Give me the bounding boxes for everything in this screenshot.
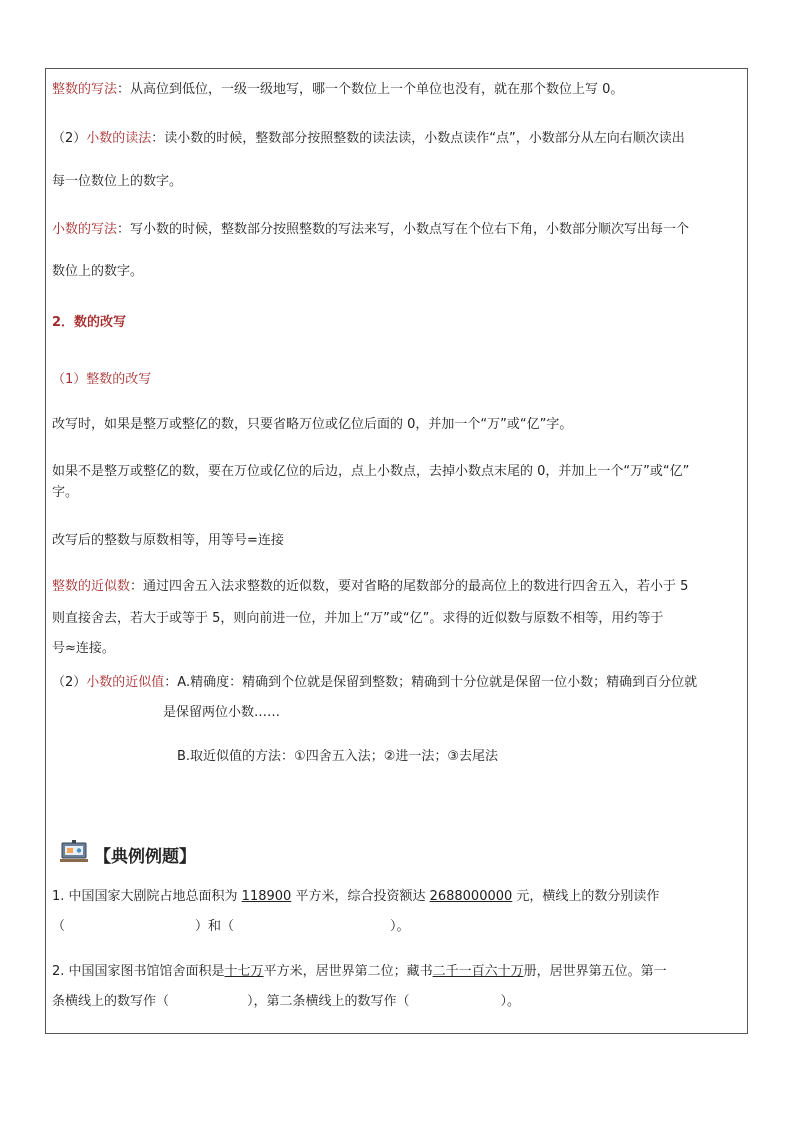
paragraph-rewrite-rule: 改写时，如果是整万或整亿的数，只要省略万位或亿位后面的 0，并加一个“万”或“亿”字。	[52, 417, 573, 432]
section-heading-rewrite: 2．数的改写	[52, 315, 127, 330]
underlined-number: 二千一百六十万	[432, 964, 524, 979]
paragraph-decimal-reading: （2）小数的读法：读小数的时候，整数部分按照整数的读法读，小数点读作“点”，小数部分从左向右顺次读出	[52, 131, 685, 146]
paragraph-rewrite-non-round: 如果不是整万或整亿的数，要在万位或亿位的后边，点上小数点，去掉小数点末尾的 0，并加上一个“万”或“亿”	[52, 464, 690, 479]
subheading-integer-rewrite: （1）整数的改写	[52, 372, 152, 387]
paragraph-integer-approx-cont2: 号≈连接。	[52, 641, 115, 656]
term-label: 整数的写法	[52, 82, 118, 97]
underlined-number: 2688000000	[429, 889, 513, 904]
paragraph-decimal-approx: （2）小数的近似值：A.精确度：精确到个位就是保留到整数；精确到十分位就是保留一位小数；精确到百分位就	[52, 675, 698, 690]
question-2-answer-line: 条横线上的数写作（ ），第二条横线上的数写作（ ）。	[52, 994, 521, 1009]
underlined-number: 十七万	[224, 964, 264, 979]
paragraph-decimal-writing-cont: 数位上的数字。	[52, 264, 144, 279]
section-title-examples: 【典例例题】	[94, 847, 196, 867]
term-label: 小数的写法	[52, 222, 118, 237]
paragraph-approx-methods: B.取近似值的方法：①四舍五入法；②进一法；③去尾法	[177, 749, 499, 764]
question-2: 2. 中国国家图书馆馆舍面积是十七万平方米，居世界第二位；藏书二千一百六十万册，居世界第五位。第一	[52, 964, 667, 979]
term-label: 小数的近似值	[86, 675, 165, 690]
paragraph-decimal-reading-cont: 每一位数位上的数字。	[52, 174, 183, 189]
paragraph-decimal-writing: 小数的写法：写小数的时候，整数部分按照整数的写法来写，小数点写在个位右下角，小数部分顺次写出每一个	[52, 222, 690, 237]
classroom-board-icon	[60, 840, 88, 864]
paragraph-integer-approx-cont1: 则直接舍去，若大于或等于 5，则向前进一位，并加上“万”或“亿”。求得的近似数与原数不相等，用约等于	[52, 611, 664, 626]
question-1: 1. 中国国家大剧院占地总面积为 118900 平方米，综合投资额达 2688000000 元，横线上的数分别读作	[52, 889, 660, 904]
paragraph-decimal-approx-cont: 是保留两位小数……	[163, 705, 281, 720]
paragraph-rewrite-non-round-cont: 字。	[52, 485, 79, 500]
underlined-number: 118900	[241, 889, 292, 904]
paragraph-integer-writing: 整数的写法：从高位到低位，一级一级地写，哪一个数位上一个单位也没有，就在那个数位上写 0。	[52, 82, 624, 97]
paragraph-integer-approx: 整数的近似数：通过四舍五入法求整数的近似数，要对省略的尾数部分的最高位上的数进行四舍五入，若小于 5	[52, 579, 689, 594]
term-label: 整数的近似数	[52, 579, 131, 594]
question-1-answer-line: （ ）和（ ）。	[52, 919, 410, 934]
paragraph-equal-sign: 改写后的整数与原数相等，用等号=连接	[52, 533, 284, 548]
term-label: 小数的读法	[86, 131, 152, 146]
